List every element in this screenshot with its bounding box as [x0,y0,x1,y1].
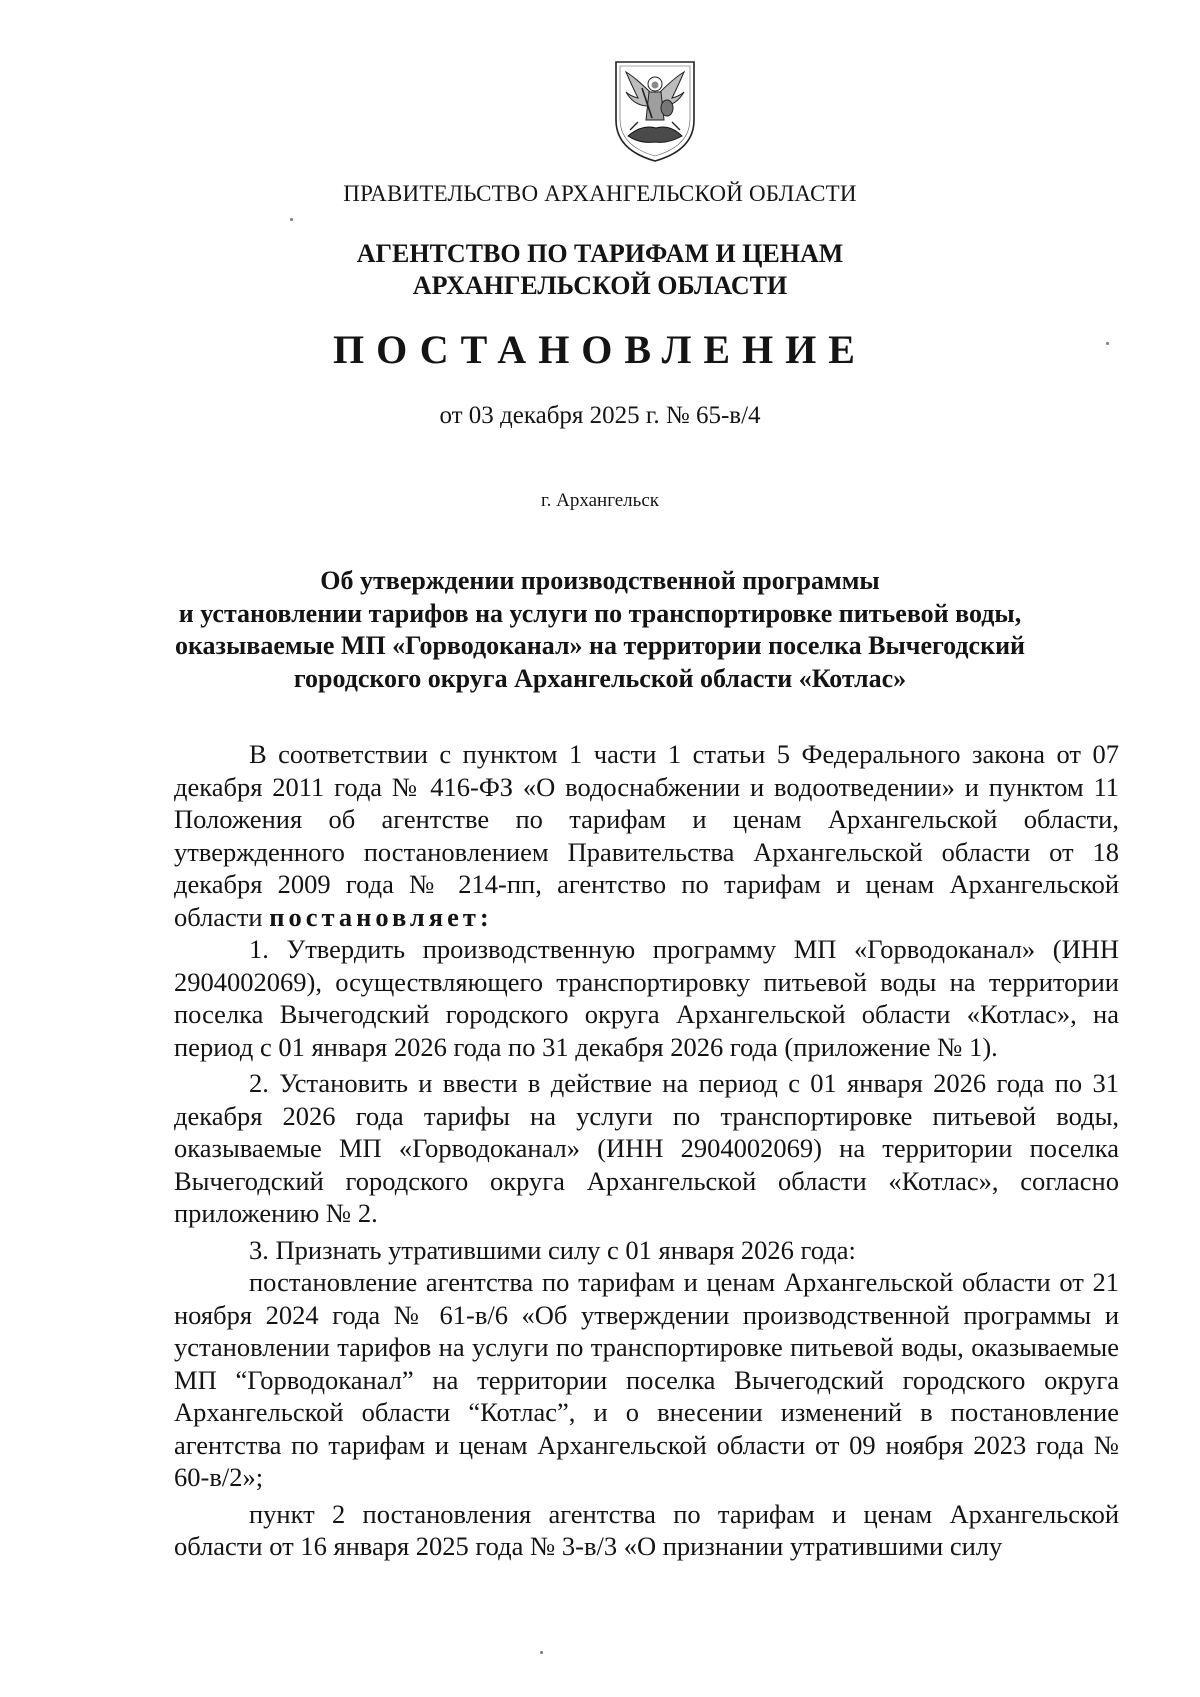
scan-speck [540,1651,543,1654]
document-title [0,565,1200,695]
title-line4: городского округа Архангельской области «Котлас» [293,663,907,693]
item-3-sub-1-paragraph: постановление агентства по тарифам и ценам Архангельской области от 21 ноября 2024 года № 61-в/6 «Об утверждении производственной программы и установлении тарифов на услуги по транспортировке питьевой воды, оказываемые МП “Горводоканал” на территории поселка Вычегодский городского округа Архангельской области “Котлас”, и о внесении изменений в постановление агентства по тарифам и ценам Архангельской области от 09 ноября 2023 года № 60-в/2»; [174,1267,1119,1492]
title-line3: оказываемые МП «Горводоканал» на территории поселка Вычегодский [174,631,1026,660]
item-1-paragraph: 1. Утвердить производственную программу МП «Горводоканал» (ИНН 2904002069), осуществляющего транспортировку питьевой воды на территории поселка Вычегодский городского округа Архангельской области «Котлас», на период с 01 января 2026 года по 31 декабря 2026 года (приложение № 1). [174,934,1119,1062]
preamble-text: В соответствии с пунктом 1 части 1 статьи 5 Федерального закона от 07 декабря 2011 года № 416-ФЗ «О водоснабжении и водоотведении» и пунктом 11 Положения об агентстве по тарифам и ценам Архангельской области, утвержденного постановлением Правительства Архангельской области от 18 декабря 2009 года № 214-пп, агентство по тарифам и ценам Архангельской области [174,739,1119,932]
document-type: ПОСТАНОВЛЕНИЕ [333,327,867,372]
title-line2: и установлении тарифов на услуги по транспортировке питьевой воды, [178,598,1022,628]
item-3-paragraph: 3. Признать утратившими силу с 01 января 2026 года: [249,1234,856,1265]
arkhangelsk-coat-of-arms-icon [612,58,698,164]
preamble-paragraph [174,738,1119,933]
item-2-paragraph: 2. Установить и ввести в действие на период с 01 января 2026 года по 31 декабря 2026 года тарифы на услуги по транспортировке питьевой воды, оказываемые МП «Горводоканал» (ИНН 2904002069) на территории поселка Вычегодский городского округа Архангельской области «Котлас», согласно приложению № 2. [174,1068,1119,1228]
agency-name [0,238,1200,302]
government-name: ПРАВИТЕЛЬСТВО АРХАНГЕЛЬСКОЙ ОБЛАСТИ [343,181,857,206]
document-date-number: от 03 декабря 2025 г. № 65-в/4 [439,402,761,429]
resolves-keyword: постановляет: [269,901,493,932]
scan-speck [1106,342,1109,345]
agency-name-line2: АРХАНГЕЛЬСКОЙ ОБЛАСТИ [412,271,788,300]
document-body [174,738,1119,1563]
scan-speck [290,218,293,221]
document-city: г. Архангельск [540,490,659,511]
title-line1: Об утверждении производственной программы [320,566,880,595]
item-3-sub-2-paragraph: пункт 2 постановления агентства по тарифам и ценам Архангельской области от 16 января 2025 года № 3-в/3 «О признании утратившими силу [174,1498,1119,1561]
agency-name-line1: АГЕНТСТВО ПО ТАРИФАМ И ЦЕНАМ [356,239,844,268]
